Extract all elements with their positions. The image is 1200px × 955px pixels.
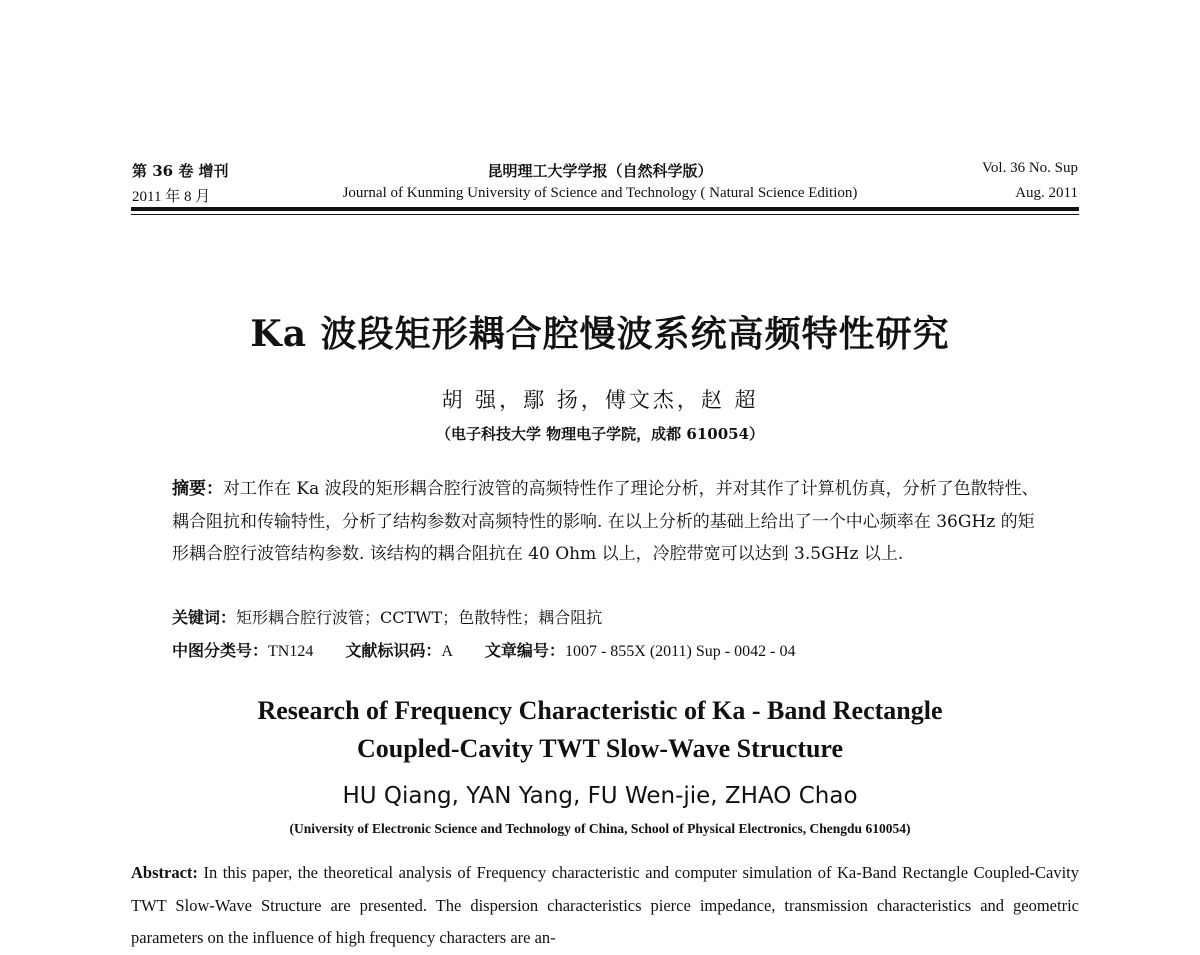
authors-zh: 胡 强，鄢 扬，傅文杰，赵 超 [441,388,759,412]
journal-title-en: Journal of Kunming University of Science and Technology ( Natural Science Edition) [342,185,858,201]
paper-title-zh: Ka 波段矩形耦合腔慢波系统高频特性研究 [250,313,950,355]
header-rule-thick [131,207,1079,211]
article-number-label: 文章编号： [484,641,565,660]
paper-title-en-line2: Coupled-Cavity TWT Slow-Wave Structure [356,734,844,763]
keywords-zh-text: 矩形耦合腔行波管；CCTWT；色散特性；耦合阻抗 [236,608,603,627]
clc-value: TN124 [268,643,314,660]
abstract-en-label: Abstract: [131,863,198,882]
keywords-zh-label: 关键词： [172,608,237,627]
paper-title-en-line1: Research of Frequency Characteristic of Ka - Band Rectangle [257,696,943,725]
date-en: Aug. 2011 [1015,185,1078,201]
clc-label: 中图分类号： [172,641,269,660]
affiliation-zh: （电子科技大学 物理电子学院，成都 610054） [435,425,765,443]
article-number-value: 1007 - 855X (2011) Sup - 0042 - 04 [564,643,796,660]
abstract-en [131,857,1079,955]
authors-en: HU Qiang, YAN Yang, FU Wen-jie, ZHAO Chao [342,783,858,809]
header-rule-thin [131,214,1079,215]
doc-code-value: A [441,643,453,660]
date-zh: 2011 年 8 月 [132,189,211,205]
abstract-zh [172,473,1042,571]
volume-issue-zh: 第 36 卷 增刊 [132,162,229,180]
volume-issue-en: Vol. 36 No. Sup [982,160,1078,176]
abstract-zh-label: 摘要： [172,479,223,499]
keywords-zh [172,605,602,628]
doc-code-label: 文献标识码： [345,641,442,660]
journal-title-zh: 昆明理工大学学报（自然科学版） [487,162,713,180]
abstract-en-text: In this paper, the theoretical analysis of Frequency characteristic and computer simulation of Ka-Band Rectangle Coupled-Cavity TWT Slow-Wave Structure are presented. The dispersion characteristics pierce impedance, transmission characteristics and geometric parameters on the influence of high frequency characters are an- [131,863,1080,947]
classification-line [172,638,795,661]
affiliation-en: (University of Electronic Science and Technology of China, School of Physical Electronics, Chengdu 610054) [289,821,911,836]
abstract-zh-text: 对工作在 Ka 波段的矩形耦合腔行波管的高频特性作了理论分析，并对其作了计算机仿真，分析了色散特性、耦合阻抗和传输特性，分析了结构参数对高频特性的影响. 在以上分析的基础上给出了一个中心频率在 36GHz 的矩形耦合腔行波管结构参数. 该结构的耦合阻抗在 40 Ohm 以上，冷腔带宽可以达到 3.5GHz 以上. [172,479,1039,564]
